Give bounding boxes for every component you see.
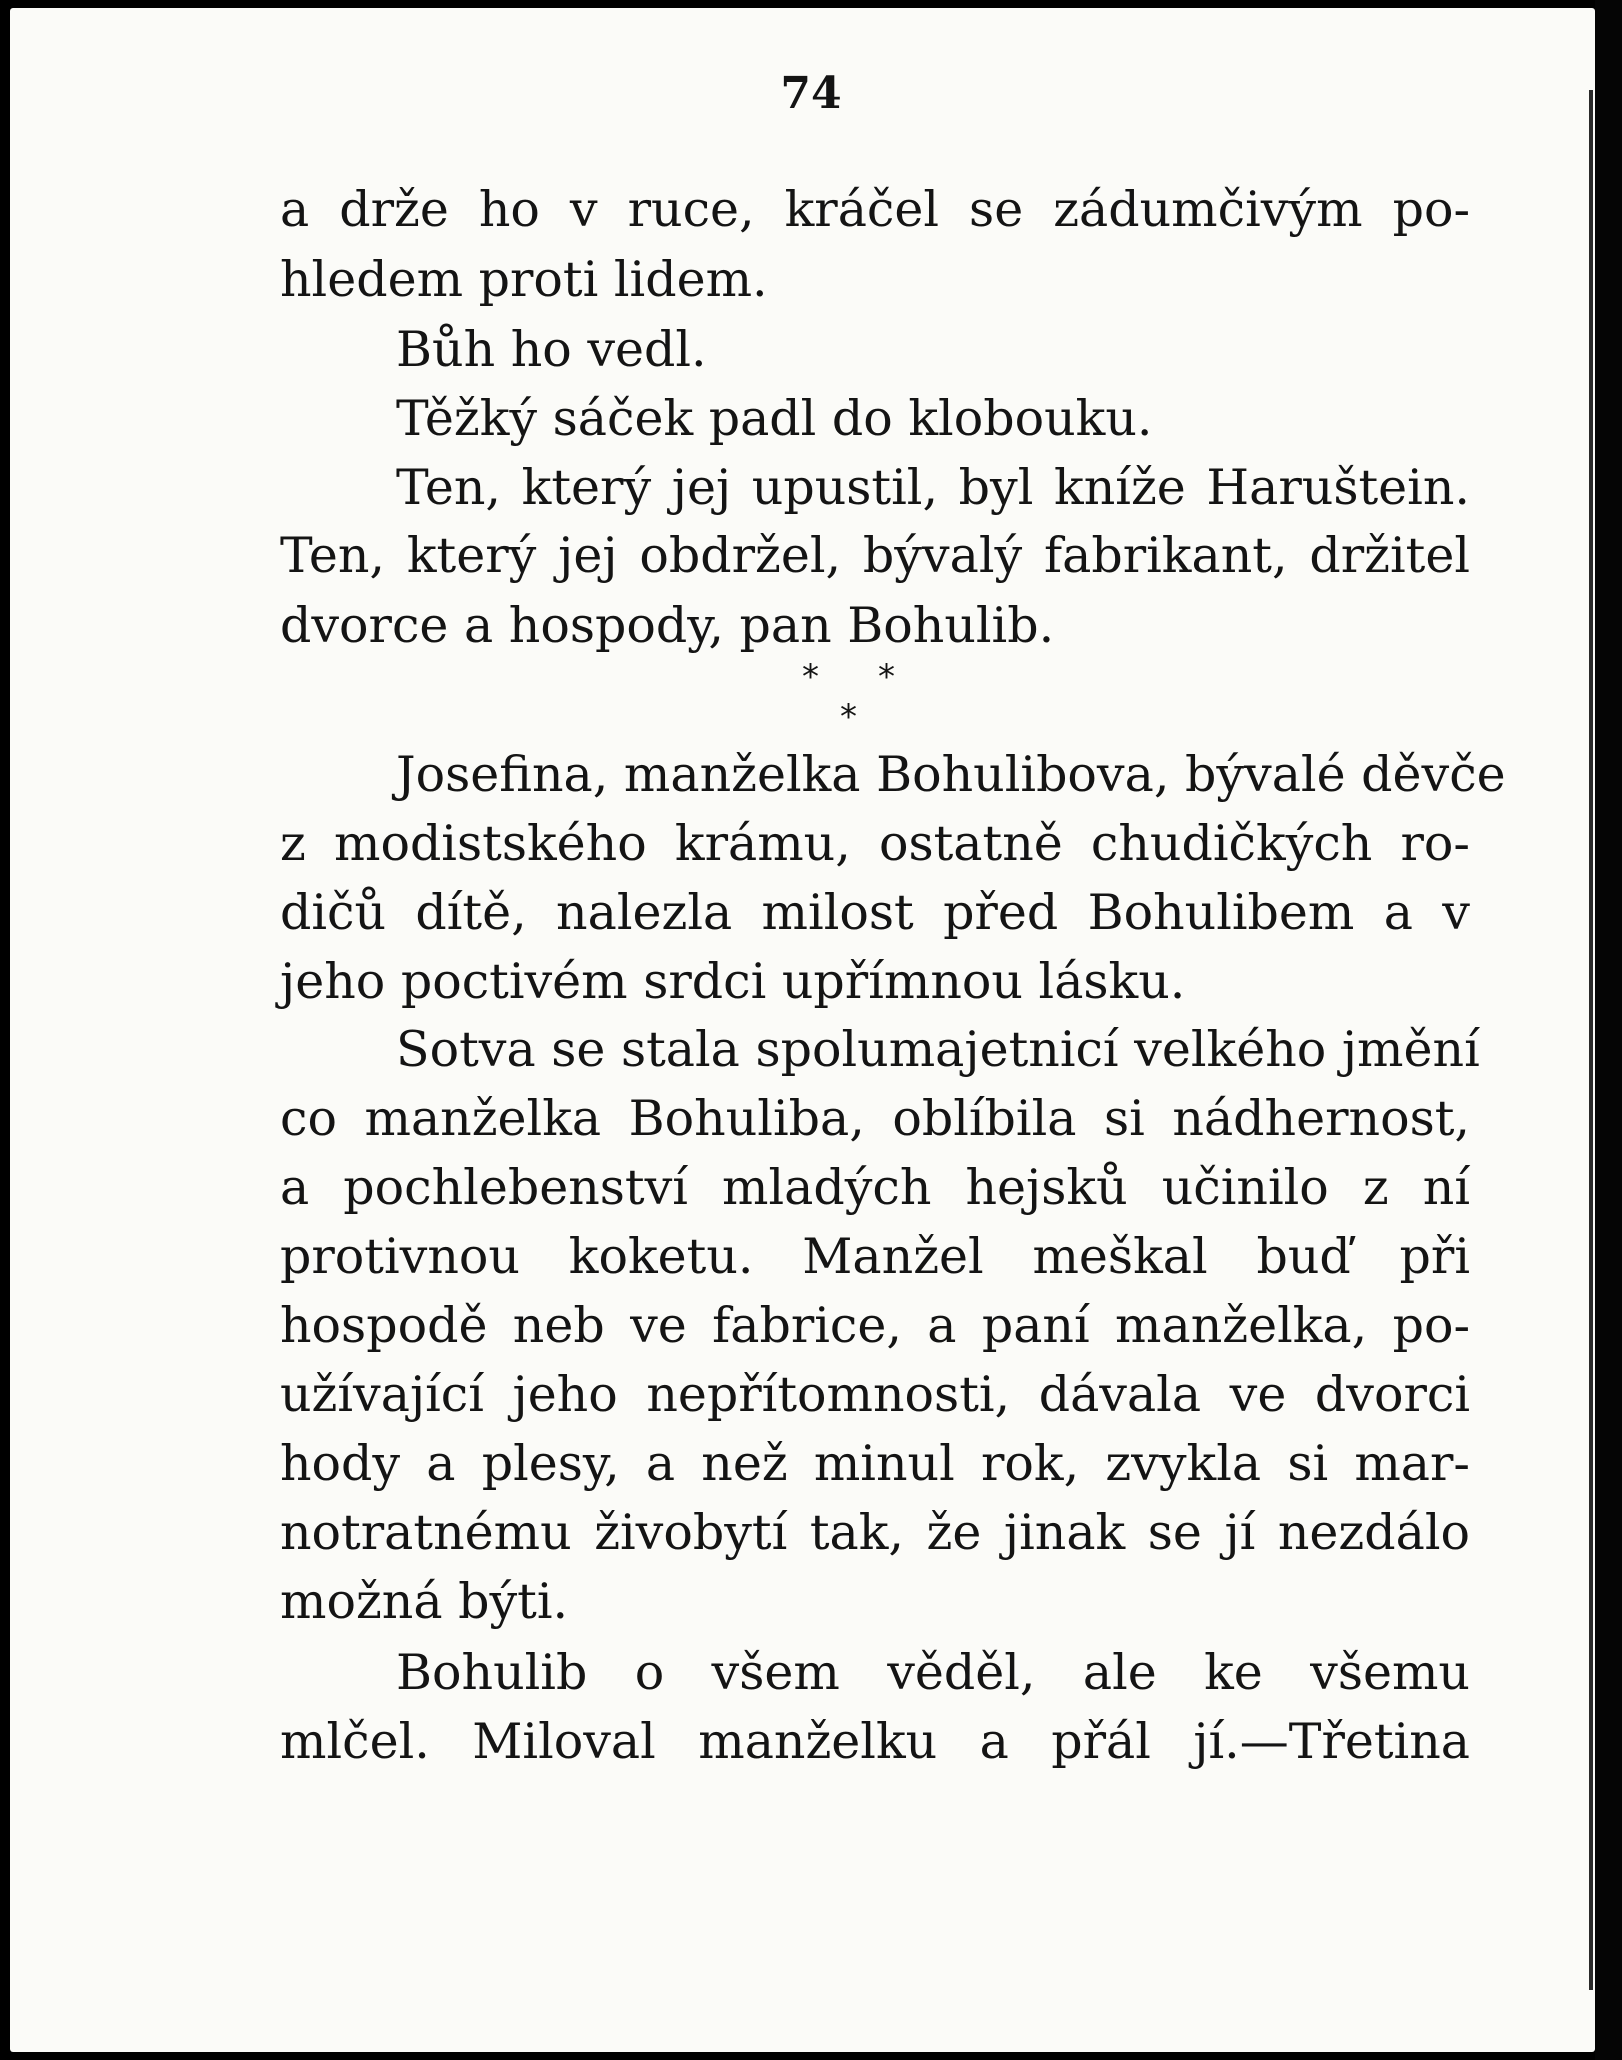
text-line: notratnému živobytí tak, že jinak se jí nezdálo: [280, 1504, 1470, 1561]
text-line: hody a plesy, a než minul rok, zvykla si mar-: [280, 1435, 1470, 1492]
asterism-star: *: [878, 657, 895, 697]
text-line: jeho poctivém srdci upřímnou lásku.: [280, 953, 1186, 1010]
text-line: Josefina, manželka Bohulibova, bývalé děvče: [396, 746, 1506, 803]
asterism-star: *: [840, 697, 857, 737]
text-line: a pochlebenství mladých hejsků učinilo z ní: [280, 1159, 1470, 1216]
text-line: Ten, který jej obdržel, bývalý fabrikant, držitel: [280, 527, 1470, 584]
text-line: mlčel. Miloval manželku a přál jí.—Třetina: [280, 1713, 1470, 1770]
text-line: Sotva se stala spolumajetnicí velkého jmění: [396, 1021, 1480, 1078]
text-line: možná býti.: [280, 1573, 569, 1630]
text-line: co manželka Bohuliba, oblíbila si nádhernost,: [280, 1090, 1470, 1147]
text-line: protivnou koketu. Manžel meškal buď při: [280, 1228, 1470, 1285]
page-number: 74: [780, 68, 842, 119]
scan-border: [1595, 0, 1622, 2060]
text-line: z modistského krámu, ostatně chudičkých ro-: [280, 815, 1470, 872]
asterism-star: *: [802, 657, 819, 697]
text-line: Těžký sáček padl do klobouku.: [396, 390, 1153, 447]
page-edge-shadow: [1589, 90, 1593, 1990]
section-break-asterism: [780, 657, 920, 740]
text-line: Bůh ho vedl.: [396, 321, 707, 378]
text-line: hospodě neb ve fabrice, a paní manželka, po-: [280, 1297, 1470, 1354]
text-line: Bohulib o všem věděl, ale ke všemu: [396, 1644, 1470, 1701]
text-line: dičů dítě, nalezla milost před Bohulibem a v: [280, 884, 1470, 941]
text-line: hledem proti lidem.: [280, 251, 768, 308]
text-line: užívající jeho nepřítomnosti, dávala ve dvorci: [280, 1366, 1470, 1423]
text-line: Ten, který jej upustil, byl kníže Haruštein.: [396, 459, 1470, 516]
text-line: dvorce a hospody, pan Bohulib.: [280, 597, 1055, 654]
text-line: a drže ho v ruce, kráčel se zádumčivým po-: [280, 181, 1470, 238]
